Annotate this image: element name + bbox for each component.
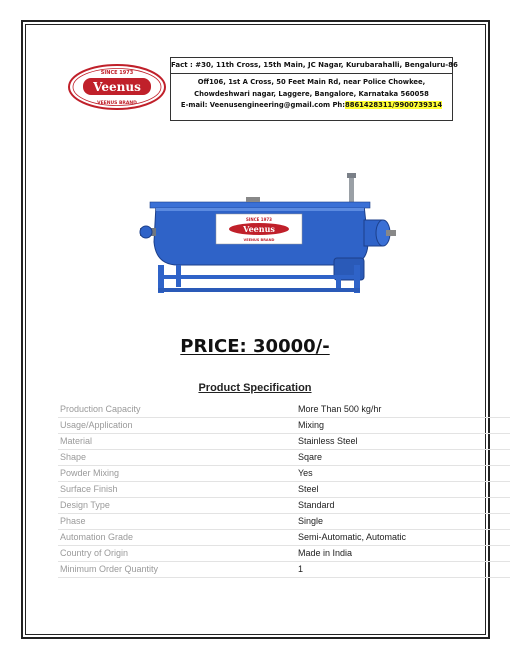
office-address-line2: Chowdeshwari nagar, Laggere, Bangalore, Karnataka 560058 [194,89,429,98]
spec-row [58,402,510,418]
svg-text:Veenus: Veenus [243,224,275,234]
spec-value: 1 [298,564,304,574]
spec-label: Automation Grade [60,532,134,542]
spec-row [58,466,510,482]
spec-label: Production Capacity [60,404,141,414]
spec-label: Surface Finish [60,484,118,494]
contact-line [171,100,452,112]
spec-label: Usage/Application [60,420,133,430]
spec-label: Material [60,436,93,446]
svg-text:VEENUS BRAND: VEENUS BRAND [97,101,137,106]
spec-label: Design Type [60,500,110,510]
spec-value: Sqare [298,452,323,462]
spec-row [58,530,510,546]
spec-label: Minimum Order Quantity [60,564,159,574]
spec-label: Powder Mixing [60,468,120,478]
spec-row [58,418,510,434]
office-address [171,77,452,112]
spec-title: Product Specification [198,382,312,394]
svg-text:SINCE 1973: SINCE 1973 [246,217,272,222]
address-box [170,57,458,121]
mixer-machine-image [136,170,396,295]
spec-value: Standard [298,500,335,510]
spec-value: Made in India [298,548,353,558]
spec-row [58,514,510,530]
spec-label: Phase [60,516,86,526]
svg-text:VEENUS BRAND: VEENUS BRAND [243,238,275,242]
spec-value: Yes [298,468,313,478]
svg-text:Veenus: Veenus [93,80,141,94]
spec-value: More Than 500 kg/hr [298,404,382,414]
spec-row [58,434,510,450]
spec-row [58,562,510,578]
svg-text:SINCE 1973: SINCE 1973 [100,70,134,76]
spec-table [58,402,510,578]
spec-row [58,482,510,498]
factory-address: Fact : #30, 11th Cross, 15th Main, JC Nagar, Kurubarahalli, Bengaluru-86 [171,58,452,74]
contact-phones: 8861428311/9900739314 [344,101,443,109]
spec-label: Shape [60,452,87,462]
spec-value: Mixing [298,420,325,430]
veenus-logo [67,63,167,111]
spec-row [58,546,510,562]
spec-value: Semi-Automatic, Automatic [298,532,407,542]
spec-value: Stainless Steel [298,436,358,446]
price-heading: PRICE: 30000/- [180,336,330,357]
contact-email: E-mail: Veenusengineering@gmail.com Ph: [180,101,345,109]
office-address-line1: Off106, 1st A Cross, 50 Feet Main Rd, near Police Chowkee, [197,78,426,86]
spec-label: Country of Origin [60,548,129,558]
spec-value: Single [298,516,324,526]
spec-value: Steel [298,484,319,494]
spec-row [58,498,510,514]
spec-row [58,450,510,466]
